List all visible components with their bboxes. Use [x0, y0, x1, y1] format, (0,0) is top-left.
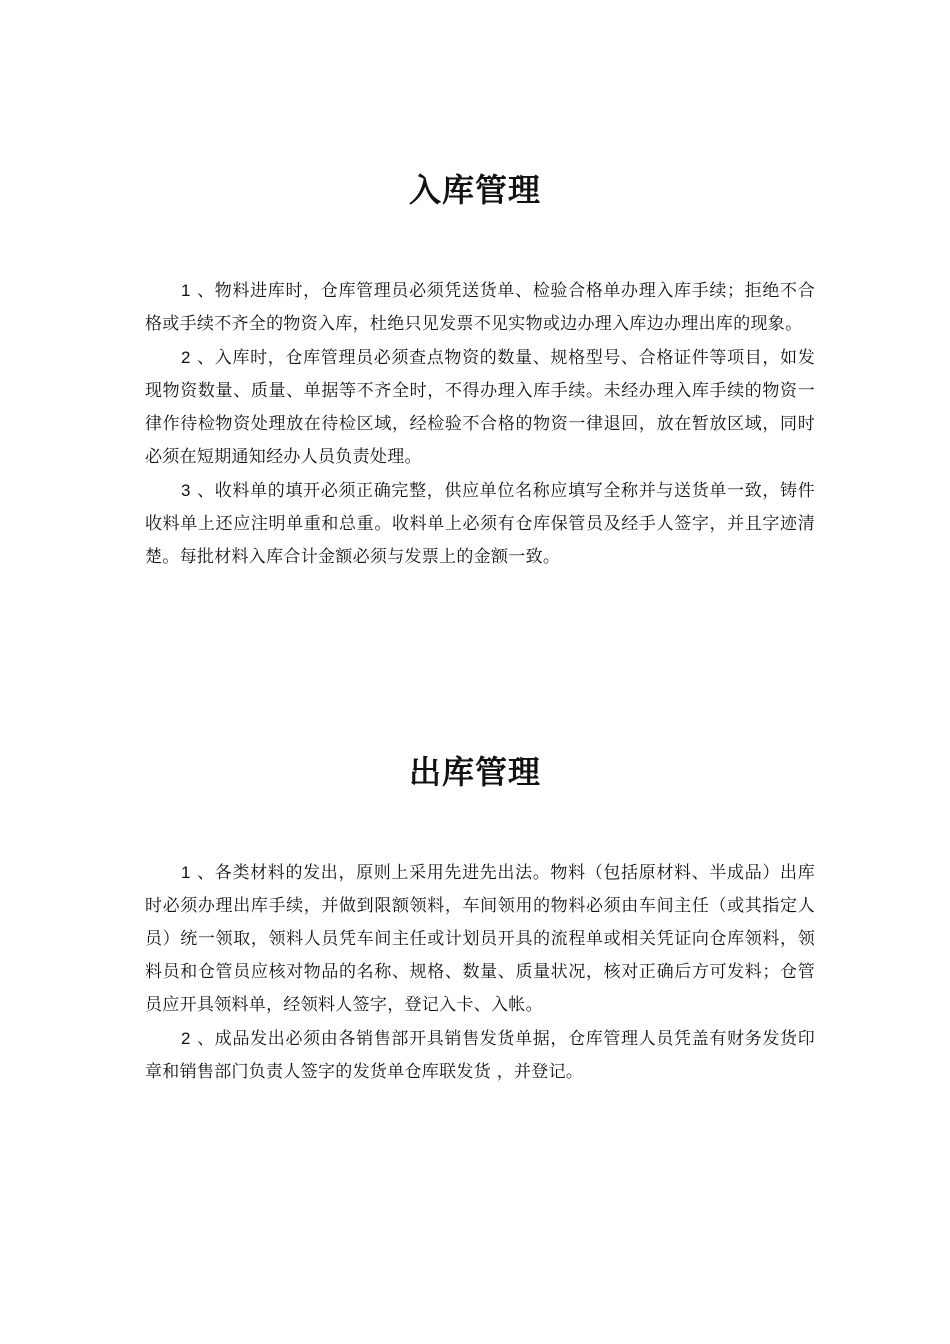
rule-number: 1 [181, 281, 191, 300]
inbound-rule-2 [145, 341, 815, 474]
rule-number: 1 [181, 863, 191, 882]
rule-number: 3 [181, 481, 191, 500]
section-title-outbound: 出库管理 [408, 753, 541, 791]
section-title-inbound: 入库管理 [408, 171, 541, 209]
rule-text: 、收料单的填开必须正确完整，供应单位名称应填写全称并与送货单一致，铸件收料单上还应注明单重和总重。收料单上必须有仓库保管员及经手人签字，并且字迹清楚。每批材料入库合计金额必须与发票上的金额一致。 [145, 481, 815, 567]
outbound-rule-2 [145, 1022, 815, 1089]
inbound-rules [145, 274, 815, 574]
rule-text: 、物料进库时，仓库管理员必须凭送货单、检验合格单办理入库手续；拒绝不合格或手续不齐全的物资入库，杜绝只见发票不见实物或边办理入库边办理出库的现象。 [145, 281, 815, 334]
rule-text: 、成品发出必须由各销售部开具销售发货单据，仓库管理人员凭盖有财务发货印章和销售部门负责人签字的发货单仓库联发货 ，并登记。 [145, 1029, 815, 1082]
inbound-rule-3 [145, 474, 815, 574]
rule-text: 、入库时，仓库管理员必须查点物资的数量、规格型号、合格证件等项目，如发现物资数量、质量、单据等不齐全时，不得办理入库手续。未经办理入库手续的物资一律作待检物资处理放在待检区域，经检验不合格的物资一律退回，放在暂放区域，同时必须在短期通知经办人员负责处理。 [145, 348, 815, 467]
outbound-rule-1 [145, 856, 815, 1022]
rule-number: 2 [181, 348, 191, 367]
rule-number: 2 [181, 1029, 191, 1048]
rule-text: 、各类材料的发出，原则上采用先进先出法。物料（包括原材料、半成品）出库时必须办理出库手续，并做到限额领料，车间领用的物料必须由车间主任（或其指定人员）统一领取，领料人员凭车间主任或计划员开具的流程单或相关凭证向仓库领料，领料员和仓管员应核对物品的名称、规格、数量、质量状况，核对正确后方可发料；仓管员应开具领料单，经领料人签字，登记入卡、入帐。 [145, 863, 815, 1015]
inbound-rule-1 [145, 274, 815, 341]
outbound-rules [145, 856, 815, 1089]
